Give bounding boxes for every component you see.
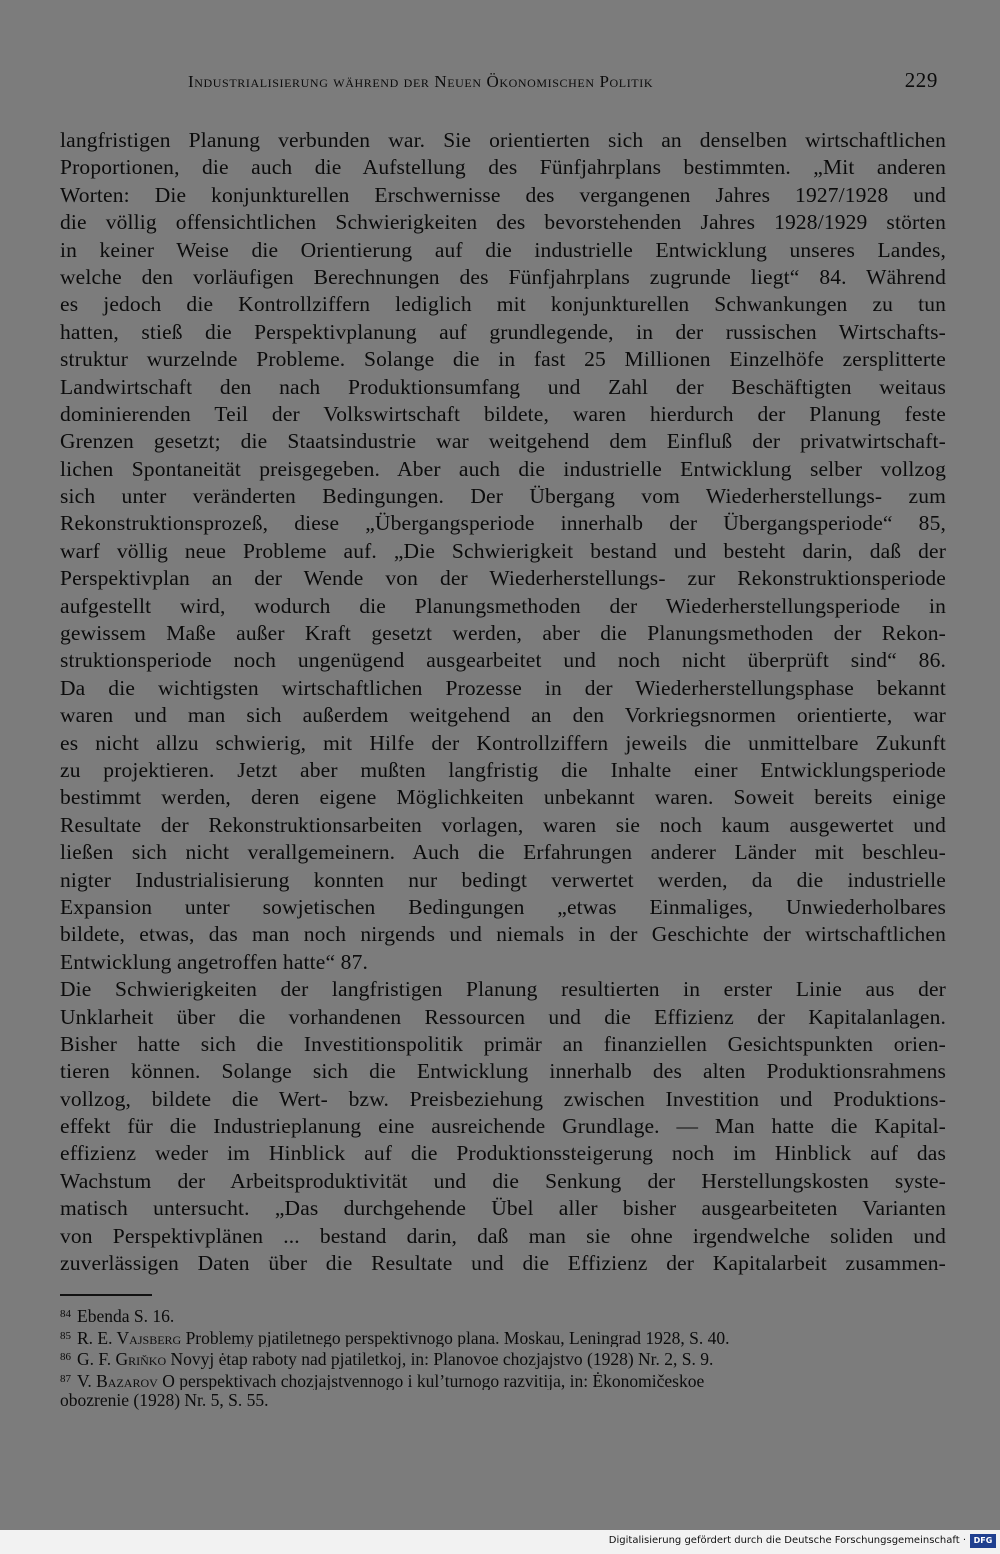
- text-line: struktionsperiode noch ungenügend ausgearbeitet und noch nicht überprüft sind“ 86.: [60, 648, 946, 673]
- text-line: Entwicklung angetroffen hatte“ 87.: [60, 949, 368, 974]
- page-number: 229: [904, 68, 938, 92]
- text-line: Grenzen gesetzt; die Staatsindustrie war weitgehend dem Einfluß der privatwirtschaft-: [60, 429, 946, 454]
- text-line: gewissem Maße außer Kraft gesetzt werden, aber die Planungsmethoden der Rekon-: [60, 621, 946, 646]
- text-line: Bisher hatte sich die Investitionspolitik primär an finanziellen Gesichtspunkten orien-: [60, 1031, 946, 1056]
- footnote-number: 84: [60, 1308, 71, 1320]
- text-line: Proportionen, die auch die Aufstellung des Fünfjahrplans bestimmten. „Mit anderen: [60, 155, 946, 180]
- footnote-number: 85: [60, 1329, 71, 1342]
- footnote-84: [60, 1304, 946, 1326]
- text-line: Perspektivplan an der Wende von der Wiederherstellungs- zur Rekonstruktionsperiode: [60, 566, 946, 591]
- text-line: dominierenden Teil der Volkswirtschaft bildete, waren hierdurch der Planung feste: [60, 401, 946, 426]
- footnote-86: [60, 1347, 946, 1369]
- footnote-author: G. F. Griňko: [77, 1349, 167, 1369]
- text-line: waren und man sich außerdem weitgehend an den Vorkriegsnormen orientierte, war: [60, 703, 946, 728]
- text-line: vollzog, bildete die Wert- bzw. Preisbeziehung zwischen Investition und Produktions-: [60, 1086, 946, 1111]
- footnote-87-continuation: obozrenie (1928) Nr. 5, S. 55.: [60, 1390, 269, 1410]
- text-line: in keiner Weise die Orientierung auf die industrielle Entwicklung unseres Landes,: [60, 237, 946, 262]
- text-line: von Perspektivplänen ... bestand darin, daß man sie ohne irgendwelche soliden und: [60, 1223, 946, 1248]
- text-line: lichen Spontaneität preisgegeben. Aber auch die industrielle Entwicklung selber vollzog: [60, 456, 946, 481]
- text-line: es nicht allzu schwierig, mit Hilfe der Kontrollziffern jeweils die unmittelbare Zukunft: [60, 730, 946, 755]
- text-line: zuverlässigen Daten über die Resultate und die Effizienz der Kapitalarbeit zusammen-: [60, 1251, 946, 1276]
- text-line: Die Schwierigkeiten der langfristigen Planung resultierten in erster Linie aus der: [60, 977, 946, 1002]
- text-line: Landwirtschaft den nach Produktionsumfang und Zahl der Beschäftigten weitaus: [60, 374, 946, 399]
- footnote-text: O perspektivach chozjajstvennogo i kul’turnogo razvitija, in: Ėkonomičeskoe: [157, 1370, 705, 1390]
- footnote-number: 87: [60, 1372, 71, 1385]
- text-line: die völlig offensichtlichen Schwierigkeiten des bevorstehenden Jahres 1928/1929 störten: [60, 210, 946, 235]
- text-line: Expansion unter sowjetischen Bedingungen „etwas Einmaliges, Unwiederholbares: [60, 894, 946, 919]
- text-line: bildete, etwas, das man noch nirgends und niemals in der Geschichte der wirtschaftlichen: [60, 922, 946, 947]
- text-line: struktur wurzelnde Probleme. Solange die in fast 25 Millionen Einzelhöfe zersplitterte: [60, 347, 946, 372]
- text-line: es jedoch die Kontrollziffern lediglich mit konjunkturellen Schwankungen zu tun: [60, 292, 946, 317]
- footnote-text: Ebenda S. 16.: [77, 1306, 175, 1326]
- footnote-author: V. Bazarov: [77, 1370, 158, 1390]
- footnote-number: 86: [60, 1351, 71, 1363]
- footnote-text: Novyj ėtap raboty nad pjatiletkoj, in: Planovoe chozjajstvo (1928) Nr. 2, S. 9.: [166, 1349, 714, 1369]
- text-line: langfristigen Planung verbunden war. Sie orientierten sich an denselben wirtschaftlichen: [60, 128, 946, 152]
- text-line: matisch untersucht. „Das durchgehende Übel aller bisher ausgearbeiteten Varianten: [60, 1196, 946, 1221]
- credit-text: Digitalisierung gefördert durch die Deutsche Forschungsgemeinschaft ·: [608, 1535, 966, 1546]
- text-line: Resultate der Rekonstruktionsarbeiten vorlagen, waren sie noch kaum ausgewertet und: [60, 812, 946, 837]
- text-line: aufgestellt wird, wodurch die Planungsmethoden der Wiederherstellungsperiode in: [60, 593, 946, 618]
- text-line: ließen sich nicht verallgemeinern. Auch die Erfahrungen anderer Länder mit beschleu-: [60, 840, 946, 865]
- text-line: effizienz weder im Hinblick auf die Produktionssteigerung noch im Hinblick auf das: [60, 1141, 946, 1166]
- text-line: tieren können. Solange sich die Entwicklung innerhalb des alten Produktionsrahmens: [60, 1059, 946, 1084]
- running-head-title: Industrialisierung während der Neuen Ökonomischen Politik: [188, 72, 654, 91]
- text-line: bestimmt werden, deren eigene Möglichkeiten unbekannt waren. Soweit bereits einige: [60, 785, 946, 810]
- text-line: Unklarheit über die vorhandenen Ressourcen und die Effizienz der Kapitalanlagen.: [60, 1004, 946, 1029]
- footnote-text: Problemy pjatiletnego perspektivnogo plana. Moskau, Leningrad 1928, S. 40.: [181, 1327, 730, 1347]
- text-line: welche den vorläufigen Berechnungen des Fünfjahrplans zugrunde liegt“ 84. Während: [60, 264, 946, 289]
- digitization-credit-bar: [0, 1530, 1000, 1554]
- footnotes: [60, 1304, 946, 1412]
- footnote-87: [60, 1369, 946, 1391]
- footnote-author: R. E. Vajsberg: [77, 1327, 182, 1347]
- text-line: nigter Industrialisierung konnten nur bedingt verwertet werden, da die industrielle: [60, 867, 946, 892]
- text-line: hatten, stieß die Perspektivplanung auf grundlegende, in der russischen Wirtschafts-: [60, 319, 946, 344]
- text-line: warf völlig neue Probleme auf. „Die Schwierigkeit bestand und besteht darin, daß der: [60, 538, 946, 563]
- text-line: sich unter veränderten Bedingungen. Der Übergang vom Wiederherstellungs- zum: [60, 484, 946, 509]
- dfg-logo: DFG: [970, 1534, 996, 1548]
- footnote-separator-rule: [60, 1294, 152, 1296]
- footnote-85: [60, 1326, 946, 1348]
- text-line: Wachstum der Arbeitsproduktivität und die Senkung der Herstellungskosten syste-: [60, 1168, 946, 1193]
- body-text: [60, 127, 946, 1277]
- text-line: zu projektieren. Jetzt aber mußten langfristig die Inhalte einer Entwicklungsperiode: [60, 757, 946, 782]
- text-line: Rekonstruktionsprozeß, diese „Übergangsperiode innerhalb der Übergangsperiode“ 85,: [60, 511, 946, 536]
- text-line: Worten: Die konjunkturellen Erschwernisse des vergangenen Jahres 1927/1928 und: [60, 182, 946, 207]
- running-head: [188, 68, 948, 98]
- text-line: effekt für die Industrieplanung eine ausreichende Grundlage. — Man hatte die Kapital-: [60, 1114, 946, 1139]
- text-line: Da die wichtigsten wirtschaftlichen Prozesse in der Wiederherstellungsphase bekannt: [60, 675, 946, 700]
